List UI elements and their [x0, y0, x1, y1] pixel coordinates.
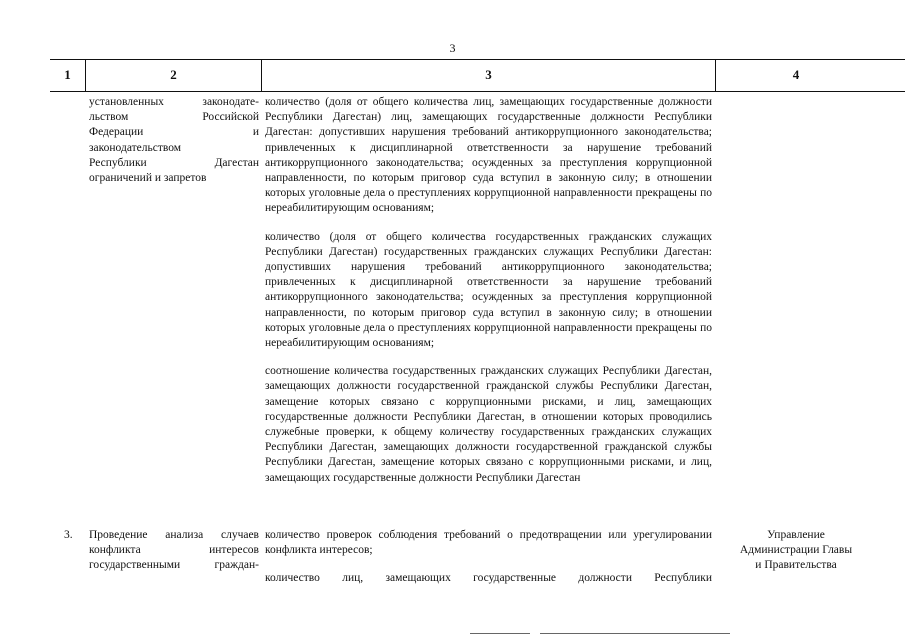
row-2-measure [89, 95, 259, 186]
indicator-paragraph: количество (доля от общего количества государственных гражданских служащих Республики Дагестан) государственных гражданских служащих Республики Дагестан: допустивших нарушения требований антикоррупционного законодательства; привлеченных к дисциплинарной ответственности за нарушение требований антикоррупционного законодательства; осужденных за преступления коррупционной направленности, по которым приговор суда вступил в законную силу; в отношении которых уголовные дела о преступлениях коррупционной направленности прекращены по нереабилитирующим основаниям; [265, 230, 712, 350]
text-line: Администрации Главы [739, 544, 853, 557]
indicator-paragraph: соотношение количества государственных гражданских служащих Республики Дагестан, замещающих должности государственной гражданской службы Республики Дагестан, замещение которых связано с коррупционными рисками, и лиц, замещающих государственные должности Республики Дагестан, в отношении которых проводились служебные проверки, к общему количеству государственных гражданских служащих Республики Дагестан, замещающих должности государственной гражданской службы Республики Дагестан, замещение которых связано с коррупционными рисками, и лиц, замещающих государственные должности Республики Дагестан [265, 365, 712, 484]
header-bottom-rule [50, 91, 905, 92]
text-line: Республики Дагестан [89, 156, 259, 169]
scan-artifact-line [540, 633, 730, 634]
indicator-paragraph: количество лиц, замещающих государственные должности Республики [265, 572, 712, 585]
text-line: установленных законодате- [89, 96, 259, 108]
text-line: государственными граждан- [89, 559, 259, 572]
indicator-paragraph: количество (доля от общего количества лиц, замещающих государственные должности Республики Дагестан) лиц, замещающих государственные должности Республики Дагестан: допустивших нарушения требований антикоррупционного законодательства; привлеченных к дисциплинарной ответственности за нарушение требований антикоррупционного законодательства; осужденных за преступления коррупционной направленности, по которым приговор суда вступил в законную силу; в отношении которых уголовные дела о преступлениях коррупционной направленности прекращены по нереабилитирующим основаниям; [265, 96, 712, 215]
row-2-indicators [265, 95, 712, 486]
scan-artifact-line [470, 633, 530, 634]
text-line: ограничений и запретов [89, 172, 207, 185]
text-line: Управление [767, 529, 825, 541]
text-line: законодательством [89, 141, 182, 154]
header-col-3: 3 [485, 67, 492, 82]
row-3-number: 3. [64, 529, 73, 541]
text-line: Проведение анализа случаев [89, 529, 259, 541]
row-3-responsible [716, 528, 876, 574]
text-line: конфликта интересов [89, 544, 259, 557]
header-col-4: 4 [792, 67, 800, 82]
text-line: Федерации и [89, 126, 259, 139]
row-3-measure [89, 528, 259, 574]
header-col-1: 1 [64, 67, 71, 82]
text-line: льством Российской [89, 111, 259, 124]
page-number: 3 [449, 41, 456, 55]
indicator-paragraph: количество проверок соблюдения требований о предотвращении или урегулировании конфликта интересов; [265, 529, 712, 557]
row-3-indicators [265, 528, 712, 587]
text-line: и Правительства [755, 559, 837, 572]
header-col-2: 2 [170, 67, 177, 82]
